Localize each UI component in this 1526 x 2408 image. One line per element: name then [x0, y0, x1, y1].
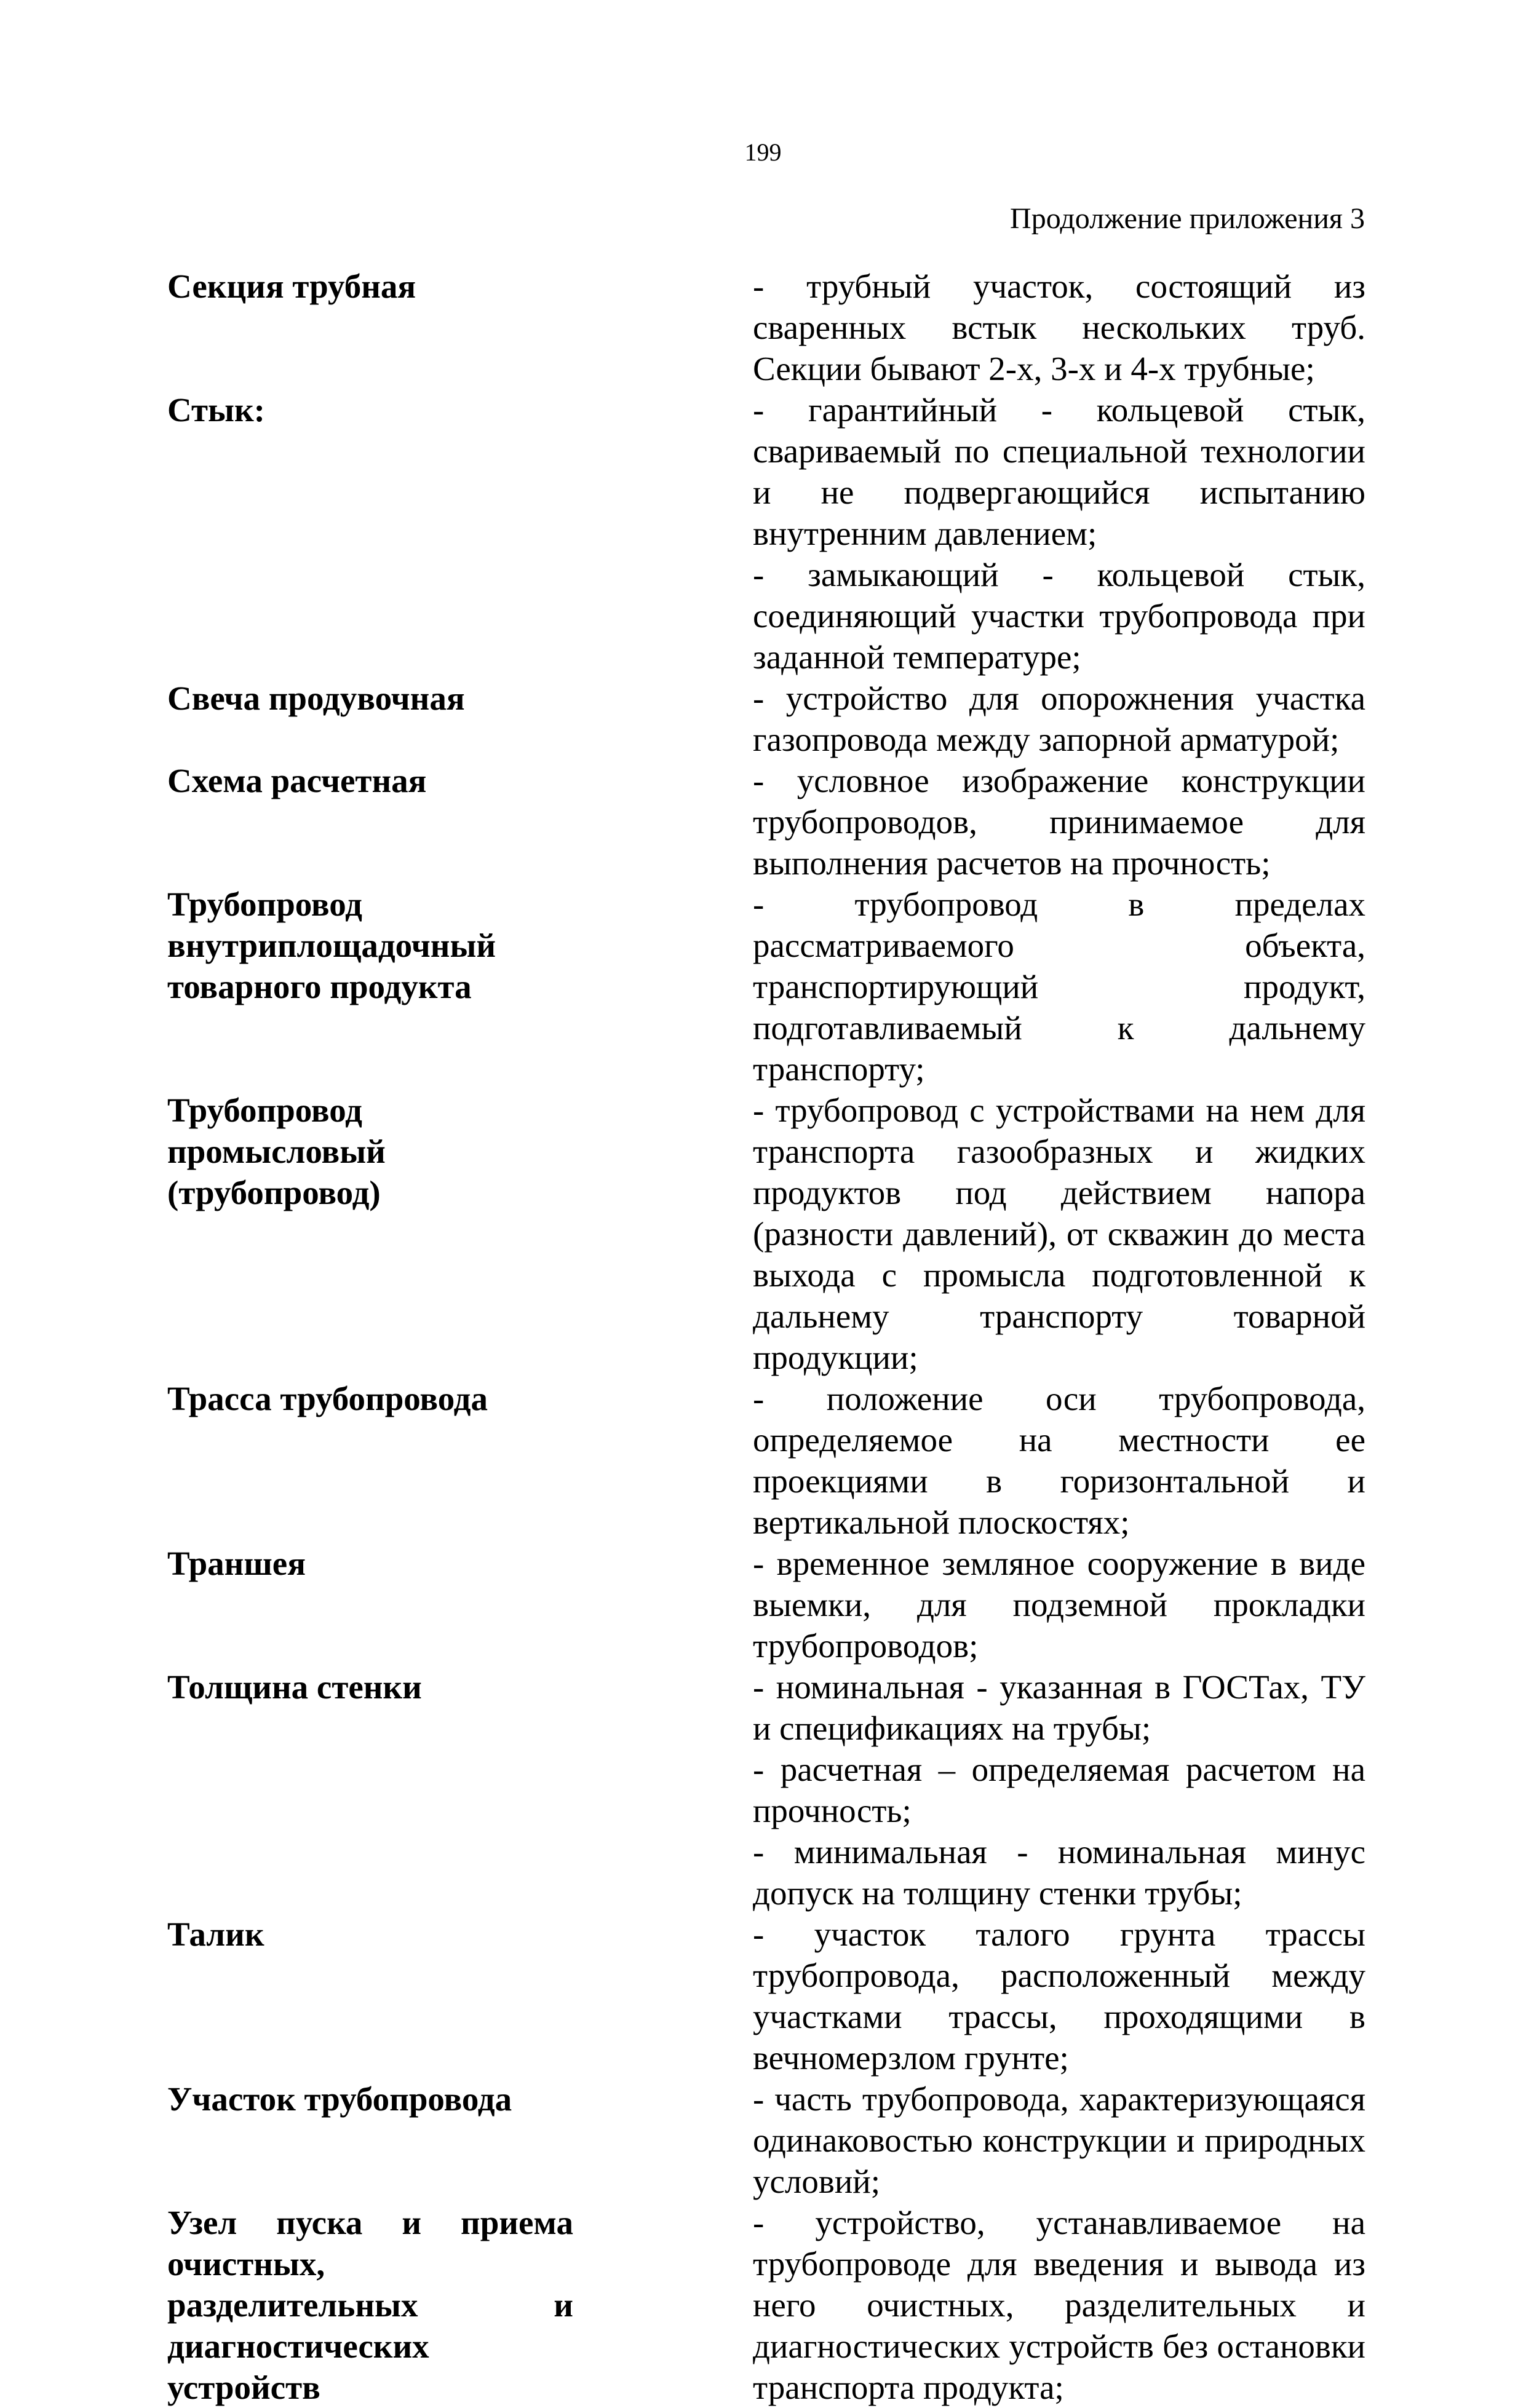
glossary-term: Талик: [167, 1915, 264, 1953]
glossary-entry: [167, 760, 1365, 884]
glossary-definition: - трубопровод с устройствами на нем для транспорта газообразных и жидких продуктов под действием напора (разности давлений), от скважин до места выхода с промысла подготовленной к дальнему транспорту товарной продукции;: [753, 1091, 1365, 1376]
glossary-definition: - устройство, устанавливаемое на трубопроводе для введения и вывода из него очистных, разделительных и диагностических устройств без остановки транспорта продукта;: [753, 2204, 1365, 2406]
glossary-entry: [167, 1543, 1365, 1666]
glossary-term: Трасса трубопровода: [167, 1380, 488, 1417]
glossary-entry: [167, 678, 1365, 760]
glossary-term: Стык:: [167, 391, 265, 429]
glossary-definitions: [753, 884, 1365, 1090]
glossary-entries: [167, 266, 1365, 2408]
glossary-term: Траншея: [167, 1545, 306, 1582]
glossary-term: Толщина стенки: [167, 1668, 422, 1706]
glossary-term: Трубопровод промысловый (трубопровод): [167, 1091, 386, 1211]
glossary-definitions: [753, 1543, 1365, 1666]
glossary-definitions: [753, 678, 1365, 760]
glossary-term: Свеча продувочная: [167, 679, 465, 717]
glossary-term: Схема расчетная: [167, 762, 427, 799]
glossary-term: Секция трубная: [167, 267, 416, 305]
glossary-entry: [167, 1090, 1365, 1378]
glossary-definitions: [753, 2078, 1365, 2202]
glossary-term: Узел пуска и приема очистных, разделительных и диагностических устройств: [167, 2204, 573, 2406]
glossary-entry: [167, 884, 1365, 1090]
glossary-entry: [167, 2202, 1365, 2408]
glossary-entry: [167, 389, 1365, 678]
glossary-definitions: [753, 1090, 1365, 1378]
glossary-definitions: [753, 760, 1365, 884]
page-number: 199: [744, 138, 782, 166]
glossary-definition: - часть трубопровода, характеризующаяся одинаковостью конструкции и природных условий;: [753, 2080, 1365, 2200]
glossary-definition: - трубный участок, состоящий из сваренных встык нескольких труб. Секции бывают 2-х, 3-х и 4-х трубные;: [753, 267, 1365, 387]
glossary-definition: - минимальная - номинальная минус допуск на толщину стенки трубы;: [753, 1833, 1365, 1912]
glossary-definitions: [753, 1378, 1365, 1543]
glossary-definitions: [753, 1914, 1365, 2078]
glossary-definition: - номинальная - указанная в ГОСТах, ТУ и спецификациях на трубы;: [753, 1668, 1365, 1747]
glossary-definition: - участок талого грунта трассы трубопровода, расположенный между участками трассы, проходящими в вечномерзлом грунте;: [753, 1915, 1365, 2077]
glossary-definition: - устройство для опорожнения участка газопровода между запорной арматурой;: [753, 679, 1365, 758]
glossary-definition: - гарантийный - кольцевой стык, свариваемый по специальной технологии и не подвергающийся испытанию внутренним давлением;: [753, 391, 1365, 552]
glossary-term: Участок трубопровода: [167, 2080, 512, 2118]
glossary-definition: - трубопровод в пределах рассматриваемого объекта, транспортирующий продукт, подготавливаемый к дальнему транспорту;: [753, 885, 1365, 1088]
glossary-entry: [167, 1666, 1365, 1914]
glossary-definitions: [753, 2202, 1365, 2408]
glossary-entry: [167, 266, 1365, 389]
glossary-entry: [167, 1914, 1365, 2078]
glossary-term: Трубопровод внутриплощадочный товарного продукта: [167, 885, 496, 1005]
continuation-note: Продолжение приложения 3: [1010, 202, 1365, 235]
glossary-definition: - замыкающий - кольцевой стык, соединяющий участки трубопровода при заданной температуре;: [753, 556, 1365, 676]
glossary-definition: - расчетная – определяемая расчетом на прочность;: [753, 1751, 1365, 1829]
glossary-definition: - положение оси трубопровода, определяемое на местности ее проекциями в горизонтальной и вертикальной плоскостях;: [753, 1380, 1365, 1541]
glossary-definitions: [753, 266, 1365, 389]
glossary-entry: [167, 2078, 1365, 2202]
glossary-definitions: [753, 1666, 1365, 1914]
glossary-definition: - условное изображение конструкции трубопроводов, принимаемое для выполнения расчетов на прочность;: [753, 762, 1365, 882]
glossary-definition: - временное земляное сооружение в виде выемки, для подземной прокладки трубопроводов;: [753, 1545, 1365, 1665]
glossary-entry: [167, 1378, 1365, 1543]
glossary-definitions: [753, 389, 1365, 678]
